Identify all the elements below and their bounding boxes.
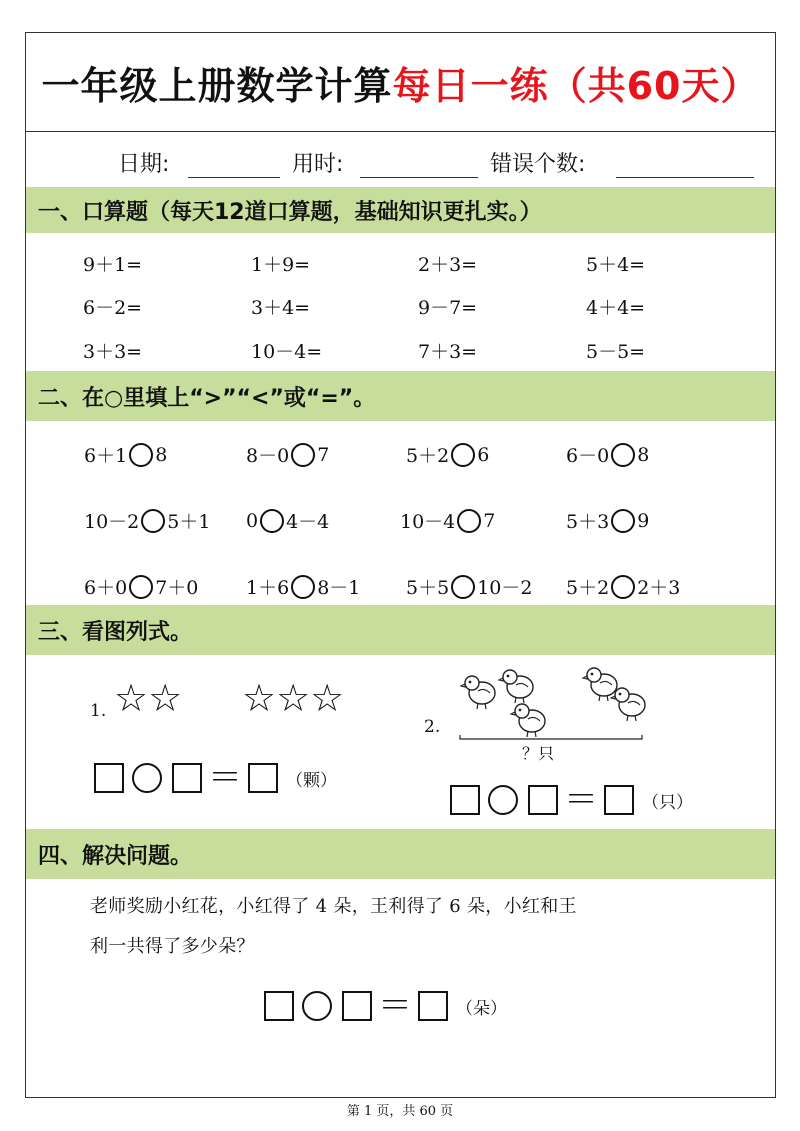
compare-item	[566, 441, 649, 468]
errors-label: 错误个数:	[490, 152, 586, 177]
compare-right: 5＋1	[167, 511, 211, 533]
chick-icon	[499, 670, 533, 703]
answer-circle[interactable]	[141, 509, 165, 533]
equals-sign: ＝	[378, 986, 412, 1026]
chicks-illustration	[456, 661, 656, 745]
answer-box[interactable]	[418, 991, 448, 1021]
title-divider	[26, 131, 775, 132]
compare-item	[246, 507, 329, 534]
title-main: 一年级上册数学计算	[41, 63, 393, 108]
section-2-header: 二、在○里填上“>”“<”或“=”。	[26, 371, 775, 421]
page-footer: 第 1 页，共 60 页	[346, 1104, 454, 1119]
chick-icon	[511, 704, 545, 737]
compare-item	[400, 507, 495, 534]
oral-item: 10－4=	[251, 341, 323, 363]
errors-blank	[616, 177, 754, 178]
answer-box[interactable]	[94, 763, 124, 793]
page-title	[26, 33, 775, 131]
oral-item: 6－2=	[83, 297, 143, 319]
problem-line-2: 利一共得了多少朵？	[90, 936, 255, 957]
compare-left: 10－4	[400, 511, 456, 533]
oral-item: 9＋1=	[83, 254, 143, 276]
date-blank	[188, 177, 280, 178]
oral-item: 3＋3=	[83, 341, 143, 363]
compare-right: 7＋0	[155, 577, 199, 599]
compare-left: 1＋6	[246, 577, 290, 599]
unit-label: （朵）	[456, 998, 507, 1019]
oral-item: 9－7=	[418, 297, 478, 319]
title-highlight: 每日一练（共60天）	[392, 63, 760, 108]
compare-left: 5＋5	[406, 577, 450, 599]
oral-item: 2＋3=	[418, 254, 478, 276]
unit-label: （颗）	[286, 770, 337, 791]
answer-circle[interactable]	[129, 575, 153, 599]
time-label: 用时:	[292, 152, 344, 177]
oral-item: 4＋4=	[586, 297, 646, 319]
compare-item	[406, 573, 532, 600]
problem-line-1: 老师奖励小红花，小红得了 4 朵，王利得了 6 朵，小红和王	[90, 896, 577, 917]
compare-left: 5＋2	[406, 445, 450, 467]
oral-item: 7＋3=	[418, 341, 478, 363]
compare-left: 10－2	[84, 511, 140, 533]
compare-left: 5＋2	[566, 577, 610, 599]
compare-item	[566, 573, 680, 600]
compare-right: 2＋3	[637, 577, 681, 599]
compare-item	[84, 441, 167, 468]
equation-1	[94, 758, 337, 798]
section-4-header: 四、解决问题。	[26, 829, 775, 879]
oral-item: 5＋4=	[586, 254, 646, 276]
oral-item: 5－5=	[586, 341, 646, 363]
compare-item	[246, 441, 329, 468]
answer-box[interactable]	[604, 785, 634, 815]
answer-circle[interactable]	[129, 443, 153, 467]
brace-line	[460, 735, 642, 739]
star-icon: ☆☆	[114, 676, 183, 720]
compare-right: 8－1	[317, 577, 361, 599]
equation-2	[450, 780, 693, 820]
question-1-number: 1.	[90, 701, 107, 721]
compare-left: 6＋1	[84, 445, 128, 467]
oral-item: 3＋4=	[251, 297, 311, 319]
answer-circle[interactable]	[611, 509, 635, 533]
operator-circle[interactable]	[302, 991, 332, 1021]
word-problem	[90, 887, 577, 967]
answer-box[interactable]	[248, 763, 278, 793]
compare-right: 10－2	[477, 577, 533, 599]
compare-item	[84, 573, 198, 600]
compare-item	[84, 507, 210, 534]
time-blank	[360, 177, 478, 178]
compare-right: 6	[477, 443, 490, 466]
compare-right: 7	[483, 509, 496, 532]
equation-3	[264, 986, 507, 1026]
answer-box[interactable]	[528, 785, 558, 815]
operator-circle[interactable]	[132, 763, 162, 793]
question-2-number: 2.	[424, 717, 441, 737]
oral-item: 1＋9=	[251, 254, 311, 276]
compare-right: 8	[155, 443, 168, 466]
answer-box[interactable]	[172, 763, 202, 793]
date-label: 日期:	[118, 152, 170, 177]
answer-circle[interactable]	[260, 509, 284, 533]
answer-circle[interactable]	[451, 443, 475, 467]
answer-circle[interactable]	[451, 575, 475, 599]
chick-icon	[611, 688, 645, 721]
answer-circle[interactable]	[291, 443, 315, 467]
answer-circle[interactable]	[291, 575, 315, 599]
total-label: ？只	[522, 744, 555, 763]
answer-circle[interactable]	[457, 509, 481, 533]
unit-label: （只）	[642, 792, 693, 813]
compare-right: 4－4	[286, 511, 330, 533]
compare-left: 6－0	[566, 445, 610, 467]
compare-right: 8	[637, 443, 650, 466]
compare-left: 5＋3	[566, 511, 610, 533]
star-icon: ☆☆☆	[242, 676, 345, 720]
answer-box[interactable]	[264, 991, 294, 1021]
answer-box[interactable]	[342, 991, 372, 1021]
answer-box[interactable]	[450, 785, 480, 815]
section-1-header: 一、口算题（每天12道口算题，基础知识更扎实。）	[26, 187, 775, 233]
compare-left: 6＋0	[84, 577, 128, 599]
compare-right: 7	[317, 443, 330, 466]
compare-item	[566, 507, 649, 534]
chick-icon	[461, 676, 495, 709]
chick-icon	[583, 668, 617, 701]
equals-sign: ＝	[208, 758, 242, 798]
compare-item	[246, 573, 360, 600]
section-3-header: 三、看图列式。	[26, 605, 775, 655]
info-row	[26, 141, 775, 181]
equals-sign: ＝	[564, 780, 598, 820]
answer-circle[interactable]	[611, 575, 635, 599]
compare-item	[406, 441, 489, 468]
compare-right: 9	[637, 509, 650, 532]
compare-left: 8－0	[246, 445, 290, 467]
worksheet-frame	[25, 32, 776, 1098]
compare-left: 0	[246, 509, 259, 532]
operator-circle[interactable]	[488, 785, 518, 815]
answer-circle[interactable]	[611, 443, 635, 467]
